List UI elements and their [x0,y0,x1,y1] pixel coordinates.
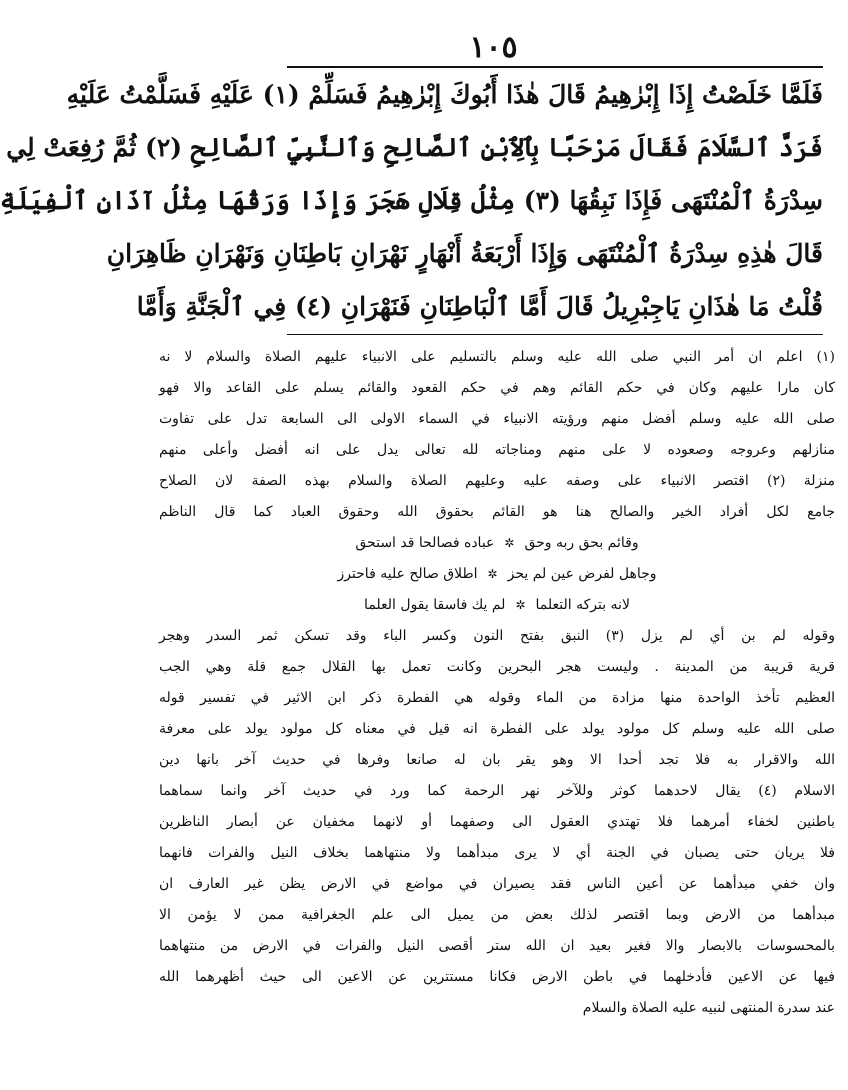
poem-second-hemistich: لم يك فاسقا يقول العلما [364,597,506,613]
footnote-line: بالمحسوسات بالابصار والا فغير بعيد ان الله ستر أقصى النيل والفرات في الارض من منتهاهما [159,938,835,954]
footnote-line: مبدأهما من الارض وبما اقتصر لذلك بعض من يميل الى علم الجغرافية ممن لا يؤمن الا [159,907,835,923]
hadith-text [0,68,823,333]
poem [159,528,835,621]
footnote-line: الله والاقرار به فلا تجد أحدا الا وهو يقر بان له صانعا وفرها في حديث آخر بانها دين [159,752,835,768]
hadith-line: قَالَ هٰذِهِ سِدْرَةُ ٱلْمُنْتَهَى وَإِذَا أَرْبَعَةُ أَنْهَارٍ نَهْرَانِ بَاطِنَانِ وَنَهْرَانِ ظَاهِرَانِ [106,239,823,268]
poem-verse [159,528,835,559]
poem-second-hemistich: عباده فصالحا قد استحق [355,535,495,551]
poem-second-hemistich: اطلاق صالح عليه فاحترز [337,566,478,582]
hadith-line: سِدْرَةُ ٱلْمُنْتَهَى فَإِذَا نَبِقُهَا (٣) مِثْلُ قِلَالِ هَجَرَ وَإِذَا وَرَقُهَا مِثْلُ آذَانِ ٱلْفِيَلَةِ [0,186,823,215]
poem-first-hemistich: لانه بتركه التعلما [535,597,630,613]
star-separator-icon: ✲ [487,567,498,581]
poem-first-hemistich: وجاهل لفرض عين لم يحز [507,566,657,582]
footnote-separator [287,334,823,335]
footnote-line: وان خفي مبدأهما عن أعين الناس فقد يصيران في مواضع في الارض يظن غير العارف ان [159,876,835,892]
star-separator-icon: ✲ [515,598,526,612]
footnote-line: منزلة (٢) اقتصر الانبياء على وصفه عليه وعليهم الصلاة والسلام بهذه الصفة لان الصلاح [159,473,835,489]
footnote-line: عند سدرة المنتهى لنبيه عليه الصلاة والسلام [582,1000,835,1016]
poem-verse [159,590,835,621]
footnote-line: قرية قريبة من المدينة . وليست هجر البحرين وكانت تعمل بها القلال جمع قلة وهي الجب [159,659,835,675]
footnote-line: وقوله لم بن أي لم يزل (٣) النبق بفتح النون وكسر الباء وقد تسكن ثمر السدر وهجر [159,628,835,644]
footnote-line: جامع لكل أفراد الخير والصالح هنا هو القائم بحقوق الله وحقوق العباد كما قال الناظم [159,504,835,520]
page-number: ١٠٥ [469,30,518,65]
hadith-line: فَلَمَّا خَلَصْتُ إِذَا إِبْرٰهِيمُ قَالَ هٰذَا أَبُوكَ إِبْرٰهِيمُ فَسَلِّمْ (١) عَلَيْهِ فَسَلَّمْتُ عَلَيْهِ [66,80,823,109]
footnote-line: (١) اعلم ان أمر النبي صلى الله عليه وسلم بالتسليم على الانبياء عليهم الصلاة والسلام لا نه [159,349,835,365]
footnote-line: كان مارا عليهم وكان في حكم القائم وهم في حكم القعود والقائم يسلم على القاعد والا فهو [159,380,835,396]
star-separator-icon: ✲ [504,536,515,550]
hadith-line: فَرَدَّ ٱلسَّلَامَ فَقَالَ مَرْحَبًا بِٱلِٱبْنِ ٱلصَّالِحِ وَٱلنَّبِيِّ ٱلصَّالِحِ (٢) ثُمَّ رُفِعَتْ لِي [6,133,823,162]
footnote-line: فيها عن الاعين فأدخلهما في باطن الارض فكانا مستترين عن الاعين الى حيث أظهرهما الله [159,969,835,985]
hadith-line: قُلْتُ مَا هٰذَانِ يَاجِبْرِيلُ قَالَ أَمَّا ٱلْبَاطِنَانِ فَنَهْرَانِ (٤) فِي ٱلْجَنَّةِ وَأَمَّا [136,292,823,321]
footnotes [159,342,835,1024]
footnote-line: صلى الله عليه وسلم أفضل منهم ورؤيته الانبياء في السماء الاولى الى السابعة تدل على تفاوت [159,411,835,427]
footnote-line: باطنين لخفاء أمرهما فلا تهتدي العقول الى وصفهما أو لانهما مخفيان عن أبصار الناظرين [159,814,835,830]
poem-verse [159,559,835,590]
footnote-line: فلا يريان حتى يصبان في الجنة أي لا يرى مبدأهما ولا منتهاهما بخلاف النيل والفرات فانهما [159,845,835,861]
footnote-line: العظيم تأخذ الواحدة منها مزادة من الماء وقوله هي الفطرة ذكر ابن الاثير في تفسير قوله [159,690,835,706]
footnote-line: منازلهم وعروجه وصعوده لا على منهم ومناجاته لله تعالى يدل على انه أفضل وأعلى منهم [159,442,835,458]
poem-first-hemistich: وقائم بحق ربه وحق [524,535,639,551]
footnote-line: صلى الله عليه وسلم كل مولود يولد على الفطرة انه قيل في معناه كل مولود يولد على معرفة [159,721,835,737]
footnote-line: الاسلام (٤) يقال لاحدهما كوثر وللآخر نهر الرحمة كما ورد في حديث آخر وانما سماهما [159,783,835,799]
